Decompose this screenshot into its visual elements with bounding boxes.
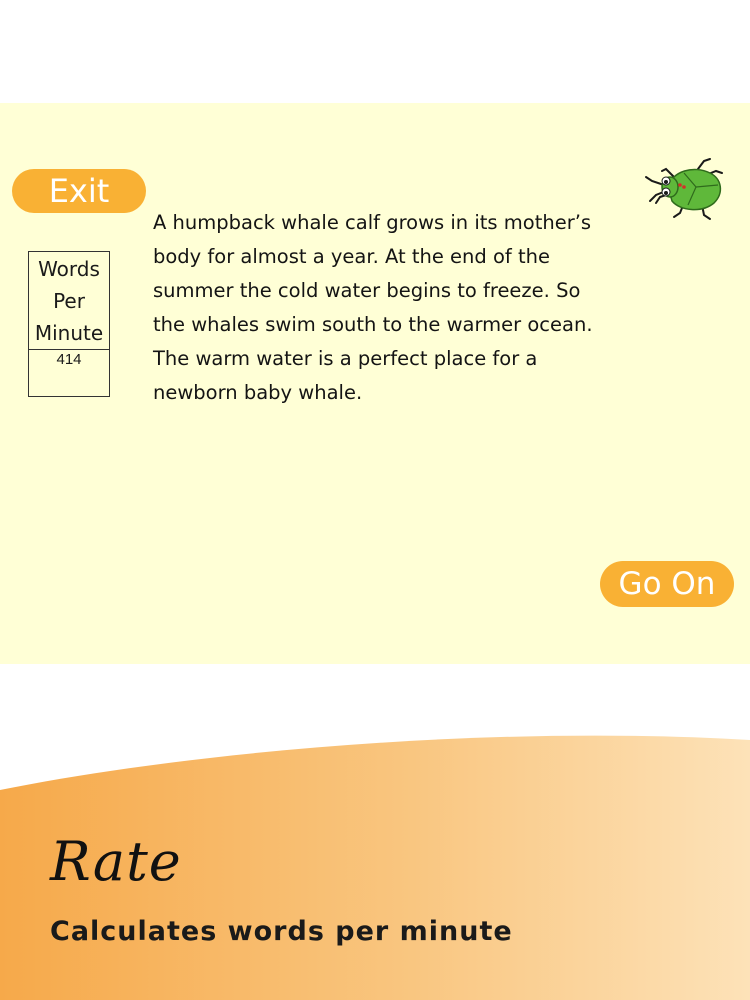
- bug-icon: [644, 153, 726, 223]
- exit-button[interactable]: Exit: [12, 169, 146, 213]
- reader-panel: [0, 103, 750, 664]
- wpm-label-line1: Words: [38, 256, 100, 281]
- words-per-minute-box: [28, 251, 110, 397]
- wpm-label-line2: Per: [53, 288, 85, 313]
- wpm-label-line3: Minute: [34, 320, 104, 345]
- top-whitespace: [0, 0, 750, 103]
- go-on-button[interactable]: Go On: [600, 561, 734, 607]
- promo-subtitle: Calculates words per minute: [50, 916, 513, 947]
- wpm-value: 414: [56, 351, 82, 368]
- promo-title: Rate: [50, 830, 182, 893]
- reading-passage: A humpback whale calf grows in its mother’s body for almost a year. At the end of the summer the cold water begins to freeze. So the whales swim south to the warmer ocean. The warm water is a perfect place for a newborn baby whale.: [153, 211, 593, 404]
- wpm-label: [29, 252, 109, 350]
- promo-banner: [0, 730, 750, 1000]
